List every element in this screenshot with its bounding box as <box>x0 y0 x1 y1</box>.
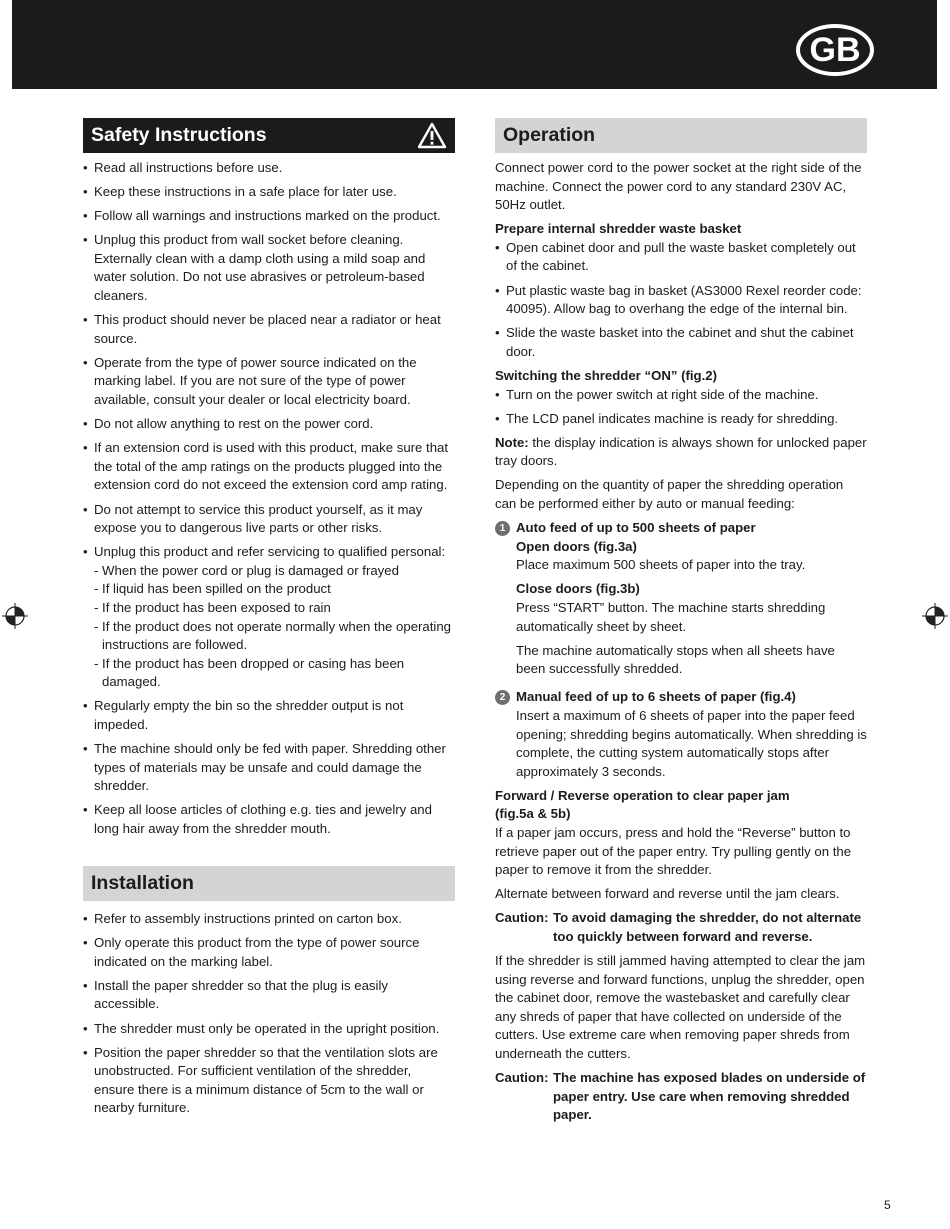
registration-mark-left-icon <box>2 603 28 629</box>
step-number-badge: 2 <box>495 690 510 705</box>
list-item: • Unplug this product from wall socket before cleaning. Externally clean with a damp cloth using a mild soap and water solution. Do not use abrasives or petroleum-based cleaners. <box>83 231 455 305</box>
caution-label: Caution: <box>495 910 549 926</box>
service-sub-item: - If the product does not operate normally when the operating instructions are followed. <box>94 618 452 653</box>
prepare-title: Prepare internal shredder waste basket <box>495 221 742 237</box>
list-item: • Read all instructions before use. <box>83 159 455 178</box>
list-item: • Keep these instructions in a safe place for later use. <box>83 183 455 202</box>
operation-title: Operation <box>503 124 596 146</box>
close-doors-text: Press “START” button. The machine starts shredding automatically sheet by sheet. <box>516 599 826 634</box>
list-item: • Open cabinet door and pull the waste basket completely out of the cabinet. <box>495 239 867 276</box>
list-item: • Put plastic waste bag in basket (AS3000 Rexel reorder code: 40095). Allow bag to overhang the edge of the internal bin. <box>495 282 867 319</box>
safety-title: Safety Instructions <box>91 124 267 146</box>
right-column <box>495 118 867 1130</box>
step-number-badge: 1 <box>495 521 510 536</box>
caution-text: To avoid damaging the shredder, do not alternate too quickly between forward and reverse. <box>553 910 862 944</box>
switching-list <box>495 386 867 429</box>
list-item: • The machine should only be fed with paper. Shredding other types of materials may be unsafe and could damage the shredder. <box>83 740 455 796</box>
switching-title: Switching the shredder “ON” (fig.2) <box>495 367 718 383</box>
auto-stop-text: The machine automatically stops when all sheets have been successfully shredded. <box>516 642 835 677</box>
manual-feed-section <box>495 688 867 786</box>
service-sub-item: - If the product has been exposed to rain <box>94 599 331 615</box>
list-item: • Do not allow anything to rest on the power cord. <box>83 415 455 434</box>
caution-label: Caution: <box>495 1070 549 1086</box>
list-item: • The shredder must only be operated in the upright position. <box>83 1020 455 1039</box>
note-paragraph <box>495 434 867 471</box>
installation-title: Installation <box>91 872 194 895</box>
safety-heading <box>83 118 455 153</box>
jam-title-line2: (fig.5a & 5b) <box>495 806 571 822</box>
list-item: • Only operate this product from the type of power source indicated on the marking label. <box>83 934 455 971</box>
caution-2 <box>495 1069 867 1125</box>
still-jammed-text: If the shredder is still jammed having attempted to clear the jam using reverse and forward functions, unplug the shredder, open the cabinet door, remove the wastebasket and carefully clear any shreds of paper that have collected on underside of the cutters. Use extreme care when removing paper shreds from underneath the cutters. <box>495 953 866 1062</box>
page-number: 5 <box>884 1198 891 1212</box>
caution-1 <box>495 909 867 946</box>
note-text: the display indication is always shown for unlocked paper tray doors. <box>495 434 867 469</box>
service-intro: • Unplug this product and refer servicing to qualified personal: <box>94 544 446 560</box>
list-item: • Position the paper shredder so that the ventilation slots are unobstructed. For sufficient ventilation of the shredder, ensure there is a minimum distance of 5cm to the wall or nearby furniture. <box>83 1044 455 1118</box>
list-item: • The LCD panel indicates machine is ready for shredding. <box>495 410 867 429</box>
safety-list <box>83 159 455 839</box>
list-item: • Follow all warnings and instructions marked on the product. <box>83 207 455 226</box>
list-item: • If an extension cord is used with this product, make sure that the total of the amp ratings on the products plugged into the extension cord do not exceed the extension cord amp rating. <box>83 439 455 495</box>
service-sub-item: - When the power cord or plug is damaged or frayed <box>94 562 399 578</box>
list-item: • Regularly empty the bin so the shredder output is not impeded. <box>83 697 455 734</box>
left-column <box>83 118 455 1124</box>
list-item: • This product should never be placed near a radiator or heat source. <box>83 311 455 348</box>
service-sub-item: - If liquid has been spilled on the product <box>94 581 331 597</box>
close-doors-title: Close doors (fig.3b) <box>516 581 640 597</box>
prepare-list <box>495 239 867 362</box>
open-doors-text: Place maximum 500 sheets of paper into the tray. <box>516 557 806 573</box>
manual-feed-text: Insert a maximum of 6 sheets of paper into the paper feed opening; shredding begins automatically. When shredding is complete, the cutting system automatically stops after approximately 3 seconds. <box>516 707 867 779</box>
caution-text: The machine has exposed blades on underside of paper entry. Use care when removing shredded paper. <box>553 1070 866 1123</box>
list-item: • Operate from the type of power source indicated on the marking label. If you are not sure of the type of power available, consult your dealer or local electricity board. <box>83 354 455 410</box>
installation-list <box>83 910 455 1118</box>
list-item: • Do not attempt to service this product yourself, as it may expose you to dangerous live parts or other risks. <box>83 501 455 538</box>
list-item: • Turn on the power switch at right side of the machine. <box>495 386 867 405</box>
list-item: • Slide the waste basket into the cabinet and shut the cabinet door. <box>495 324 867 361</box>
operation-heading <box>495 118 867 153</box>
jam-title-line1: Forward / Reverse operation to clear paper jam <box>495 787 790 803</box>
manual-feed-title: Manual feed of up to 6 sheets of paper (fig.4) <box>516 689 796 705</box>
depending-paragraph: Depending on the quantity of paper the shredding operation can be performed either by auto or manual feeding: <box>495 477 844 511</box>
warning-triangle-icon <box>417 122 447 149</box>
operation-intro: Connect power cord to the power socket at the right side of the machine. Connect the power cord to any standard 230V AC, 50Hz outlet. <box>495 160 862 213</box>
header-bar <box>12 0 937 89</box>
open-doors-title: Open doors (fig.3a) <box>516 538 637 554</box>
list-item: • Keep all loose articles of clothing e.g. ties and jewelry and long hair away from the shredder mouth. <box>83 801 455 838</box>
alternate-text: Alternate between forward and reverse until the jam clears. <box>495 886 840 902</box>
service-sub-item: - If the product has been dropped or casing has been damaged. <box>94 655 405 690</box>
auto-feed-title: Auto feed of up to 500 sheets of paper <box>516 520 756 536</box>
auto-feed-section <box>495 519 867 684</box>
list-item: • Install the paper shredder so that the plug is easily accessible. <box>83 977 455 1014</box>
country-badge: GB <box>796 24 874 76</box>
list-item: • Refer to assembly instructions printed on carton box. <box>83 910 455 929</box>
installation-heading <box>83 866 455 901</box>
list-item <box>83 543 455 692</box>
registration-mark-right-icon <box>922 603 948 629</box>
jam-text: If a paper jam occurs, press and hold the “Reverse” button to retrieve paper out of the paper entry. Try pulling gently on the paper to remove it from the shredder. <box>495 825 852 878</box>
note-label: Note: <box>495 434 529 450</box>
